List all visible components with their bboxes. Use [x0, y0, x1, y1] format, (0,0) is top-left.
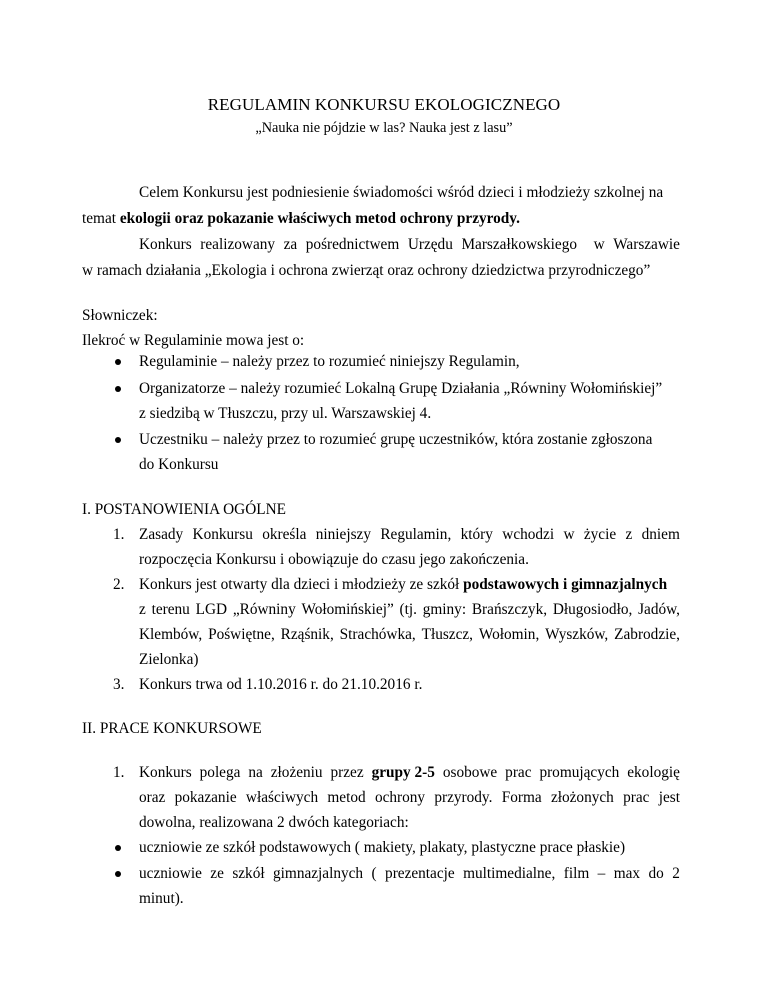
- section-1-item-2-line3: [139, 625, 680, 645]
- word: Długosiodło,: [552, 601, 633, 618]
- word: Tłuszcz,: [421, 626, 473, 643]
- word: w: [593, 236, 605, 253]
- word: realizowany: [200, 236, 276, 253]
- glossary-lead: Ilekroć w Regulaminie mowa jest o:: [82, 332, 305, 349]
- word: gminy:: [422, 601, 467, 618]
- word: za: [283, 236, 298, 253]
- glossary-item-3-line2: do Konkursu: [139, 456, 219, 473]
- word: Brańszczyk,: [471, 601, 548, 618]
- word: pokazanie: [174, 789, 237, 806]
- word: dniem: [641, 526, 680, 543]
- item-2-prefix: Konkurs jest otwarty dla dzieci i młodzieży ze szkół: [139, 576, 464, 593]
- word: osobowe: [442, 764, 498, 781]
- word: szkół: [232, 865, 265, 882]
- section-1-item-1-line2: rozpoczęcia Konkursu i obowiązuje do czasu jego zakończenia.: [139, 551, 529, 568]
- word: przyrody.: [434, 789, 493, 806]
- word: Marszałkowskiego: [461, 236, 577, 253]
- intro-p2-line1: [139, 235, 680, 255]
- word: życie: [583, 526, 617, 543]
- word: z: [139, 601, 146, 618]
- word: do: [648, 865, 664, 882]
- word: Poświętne,: [208, 626, 275, 643]
- word: w: [563, 526, 575, 543]
- word: Wyszków,: [545, 626, 609, 643]
- word: gimnazjalnych: [273, 865, 364, 882]
- word: film: [563, 865, 590, 882]
- word: Strachówka,: [339, 626, 416, 643]
- word: na: [248, 764, 263, 781]
- word: Zabrodzie,: [614, 626, 680, 643]
- word: Konkurs: [139, 236, 192, 253]
- glossary-item-1: Regulaminie – należy przez to rozumieć niniejszy Regulamin,: [139, 353, 520, 370]
- word: oraz: [139, 789, 166, 806]
- word: polega: [199, 764, 241, 781]
- word: Warszawie: [613, 236, 680, 253]
- section-1-item-2-line1: [139, 575, 667, 595]
- word: max: [613, 865, 641, 882]
- list-number: 1.: [113, 526, 125, 543]
- word: niniejszy: [315, 526, 371, 543]
- word: wchodzi: [502, 526, 555, 543]
- word: ekologię: [627, 764, 680, 781]
- word: (tj.: [399, 601, 417, 618]
- word: prac: [505, 764, 532, 781]
- word: Jadów,: [638, 601, 680, 618]
- word: ochrony: [374, 789, 426, 806]
- section-1-item-2-line4: Zielonka): [139, 651, 199, 668]
- word: właściwych: [245, 789, 319, 806]
- word: –: [597, 865, 606, 882]
- word: ze: [210, 865, 224, 882]
- bullet-icon: [115, 437, 121, 443]
- word: uczniowie: [139, 865, 202, 882]
- intro-p1-bold: ekologii oraz pokazanie właściwych metod ochrony przyrody.: [119, 210, 520, 227]
- glossary-item-3-line1: Uczestniku – należy przez to rozumieć grupę uczestników, która zostanie zgłoszona: [139, 431, 653, 448]
- section-2-item-1-line2: [139, 788, 680, 808]
- word: 2: [672, 865, 680, 882]
- word: promujących: [539, 764, 620, 781]
- section-2-item-1-line1: [139, 763, 680, 783]
- word: Wołomińskiej”: [301, 601, 394, 618]
- section-2-item-1-line3: dowolna, realizowana 2 dwóch kategoriach:: [139, 814, 409, 831]
- bullet-icon: [115, 871, 121, 877]
- word: złożonych: [550, 789, 614, 806]
- word: Klembów,: [139, 626, 203, 643]
- document-title: REGULAMIN KONKURSU EKOLOGICZNEGO: [207, 95, 561, 114]
- list-number: 1.: [113, 764, 125, 781]
- section-1-item-3: Konkurs trwa od 1.10.2016 r. do 21.10.2016 r.: [139, 676, 423, 693]
- intro-p1-line2: [82, 209, 520, 229]
- document-subtitle: „Nauka nie pójdzie w las? Nauka jest z lasu”: [255, 120, 513, 136]
- word: metod: [327, 789, 366, 806]
- bullet-icon: [115, 359, 121, 365]
- intro-p1-prefix: temat: [82, 210, 120, 227]
- glossary-item-2-line2: z siedzibą w Tłuszczu, przy ul. Warszawskiej 4.: [139, 405, 432, 422]
- word: Regulamin,: [380, 526, 452, 543]
- word: multimedialne,: [463, 865, 556, 882]
- word: prezentacje: [385, 865, 455, 882]
- word: Forma: [501, 789, 542, 806]
- word: (: [371, 865, 377, 882]
- word: Urzędu: [407, 236, 453, 253]
- item-2-bold: podstawowych i gimnazjalnych: [463, 576, 668, 593]
- word: pośrednictwem: [305, 236, 400, 253]
- word: terenu: [151, 601, 190, 618]
- list-number: 3.: [113, 676, 125, 693]
- list-number: 2.: [113, 576, 125, 593]
- word: Konkurs: [139, 764, 192, 781]
- word: złożeniu: [270, 764, 323, 781]
- word: „Równiny: [232, 601, 296, 618]
- word: Konkursu: [192, 526, 253, 543]
- section-2-heading: II. PRACE KONKURSOWE: [82, 720, 262, 737]
- word: prac: [623, 789, 650, 806]
- section-2-bullet-1: uczniowie ze szkół podstawowych ( makiety, plakaty, plastyczne prace płaskie): [139, 839, 626, 856]
- bullet-icon: [115, 386, 121, 392]
- intro-p2-line2: w ramach działania „Ekologia i ochrona zwierząt oraz ochrony dziedzictwa przyrodniczego”: [82, 262, 651, 279]
- section-1-heading: I. POSTANOWIENIA OGÓLNE: [82, 501, 286, 518]
- word: z: [625, 526, 633, 543]
- glossary-item-2-line1: Organizatorze – należy rozumieć Lokalną Grupę Działania „Równiny Wołomińskiej”: [139, 380, 663, 397]
- word: LGD: [195, 601, 228, 618]
- word-bold: grupy 2-5: [371, 764, 435, 781]
- section-1-item-1-line1: [139, 525, 680, 545]
- intro-p1-line1: Celem Konkursu jest podniesienie świadomości wśród dzieci i młodzieży szkolnej na: [139, 184, 664, 201]
- word: Rząśnik,: [280, 626, 334, 643]
- word: określa: [262, 526, 307, 543]
- word: Wołomin,: [478, 626, 540, 643]
- word: Zasady: [139, 526, 184, 543]
- word: przez: [330, 764, 364, 781]
- section-2-bullet-2-line2: minut).: [139, 890, 184, 907]
- section-2-bullet-2-line1: [139, 864, 680, 884]
- glossary-heading: Słowniczek:: [82, 307, 158, 324]
- word: który: [460, 526, 493, 543]
- section-1-item-2-line2: [139, 600, 680, 620]
- bullet-icon: [115, 845, 121, 851]
- word: jest: [658, 789, 680, 806]
